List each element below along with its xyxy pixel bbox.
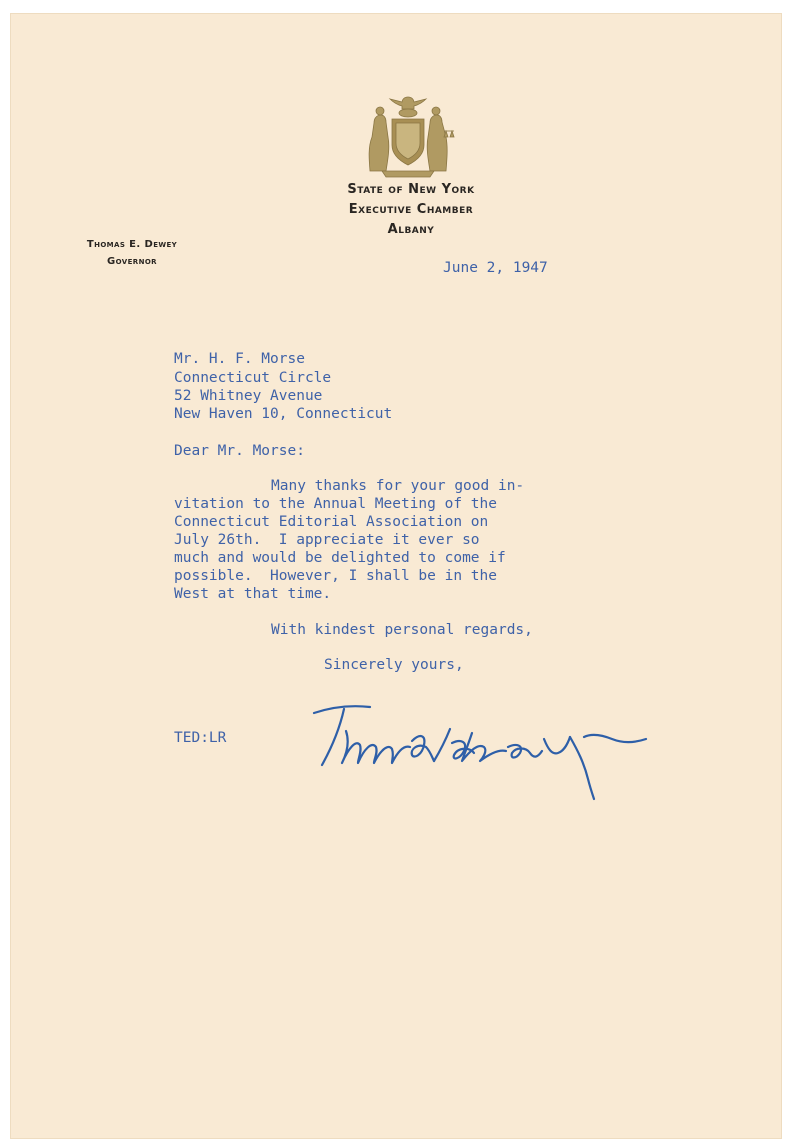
- body-line: vitation to the Annual Meeting of the: [174, 496, 498, 512]
- closing: Sincerely yours,: [324, 657, 464, 673]
- body-line: July 26th. I appreciate it ever so: [174, 532, 480, 548]
- body-line: much and would be delighted to come if: [174, 550, 506, 566]
- body-line: possible. However, I shall be in the: [174, 568, 498, 584]
- body-line: Many thanks for your good in-: [271, 478, 525, 494]
- signature: [312, 703, 657, 803]
- letterhead-chamber: Executive Chamber: [348, 202, 474, 217]
- letter-date: June 2, 1947: [443, 260, 548, 276]
- closing-regards: With kindest personal regards,: [271, 622, 533, 638]
- recipient-line: 52 Whitney Avenue: [174, 388, 323, 404]
- recipient-line: Connecticut Circle: [174, 370, 332, 386]
- recipient-line: Mr. H. F. Morse: [174, 351, 305, 367]
- salutation: Dear Mr. Morse:: [174, 443, 305, 459]
- reference-initials: TED:LR: [174, 730, 227, 746]
- letterhead-state: State of New York: [347, 182, 475, 197]
- sender-title: Governor: [107, 256, 157, 267]
- recipient-line: New Haven 10, Connecticut: [174, 406, 393, 422]
- sender-name: Thomas E. Dewey: [86, 239, 178, 250]
- letterhead-city: Albany: [387, 222, 435, 237]
- new-york-state-seal-icon: [360, 93, 456, 179]
- letter-page: [10, 13, 782, 1139]
- body-line: West at that time.: [174, 586, 332, 602]
- body-line: Connecticut Editorial Association on: [174, 514, 489, 530]
